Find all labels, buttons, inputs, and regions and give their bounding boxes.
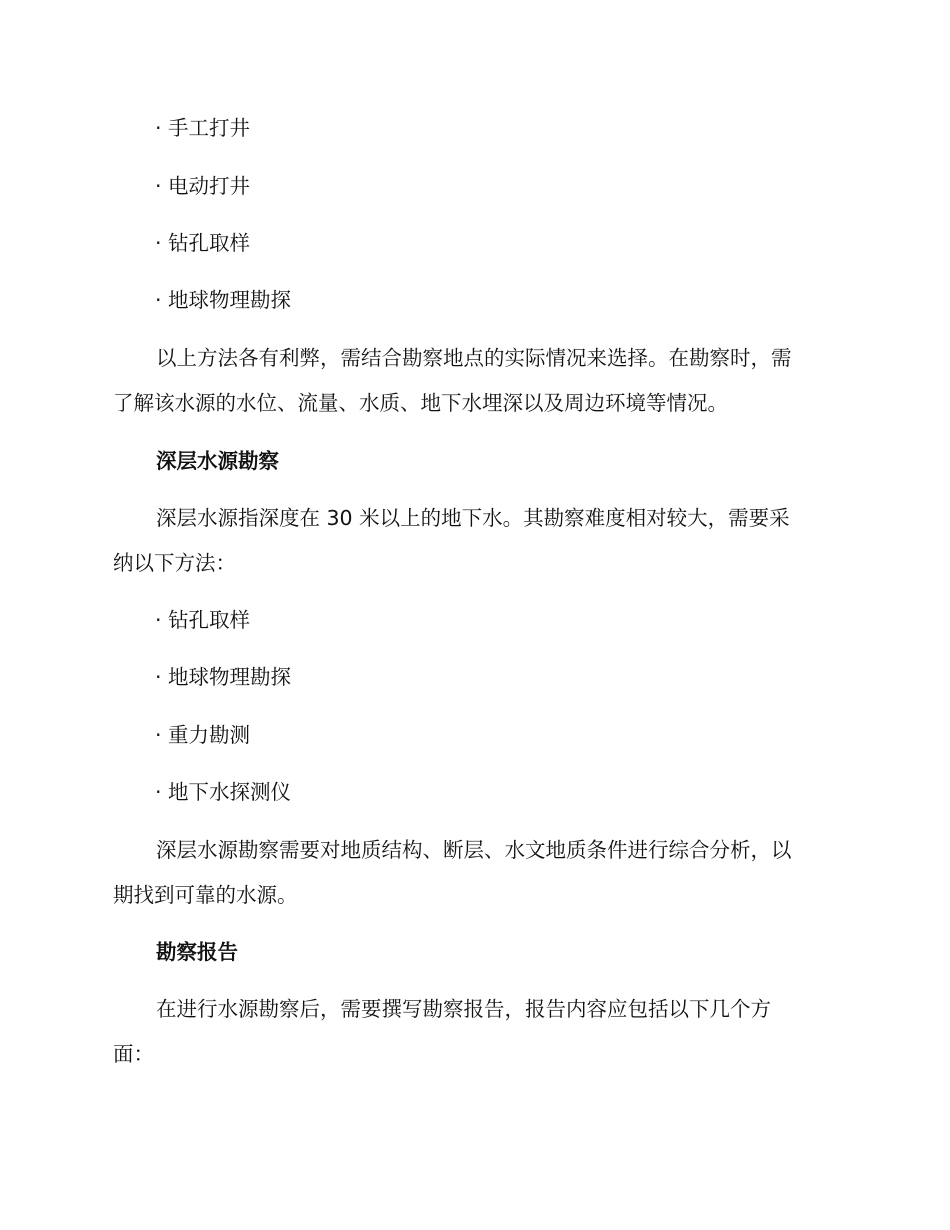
paragraph-line: 期找到可靠的水源。 xyxy=(113,883,298,907)
paragraph-line: 以上方法各有利弊，需结合勘察地点的实际情况来选择。在勘察时，需 xyxy=(156,346,792,370)
list-item: · 手工打井 xyxy=(155,116,251,140)
paragraph-line: 深层水源勘察需要对地质结构、断层、水文地质条件进行综合分析，以 xyxy=(156,838,792,862)
list-item: · 地球物理勘探 xyxy=(155,665,292,689)
list-item: · 钻孔取样 xyxy=(155,231,251,255)
list-item: · 地球物理勘探 xyxy=(155,288,292,312)
section-heading: 深层水源勘察 xyxy=(156,449,279,473)
paragraph-line: 在进行水源勘察后，需要撰写勘察报告，报告内容应包括以下几个方 xyxy=(156,997,771,1021)
paragraph-line: 纳以下方法： xyxy=(113,551,236,575)
paragraph-line: 面： xyxy=(113,1042,154,1066)
list-item: · 地下水探测仪 xyxy=(155,780,292,804)
section-heading: 勘察报告 xyxy=(156,940,238,964)
list-item: · 钻孔取样 xyxy=(155,608,251,632)
list-item: · 电动打井 xyxy=(155,174,251,198)
list-item: · 重力勘测 xyxy=(155,723,251,747)
paragraph-line: 了解该水源的水位、流量、水质、地下水埋深以及周边环境等情况。 xyxy=(113,391,728,415)
paragraph-line: 深层水源指深度在 30 米以上的地下水。其勘察难度相对较大，需要采 xyxy=(156,506,790,530)
